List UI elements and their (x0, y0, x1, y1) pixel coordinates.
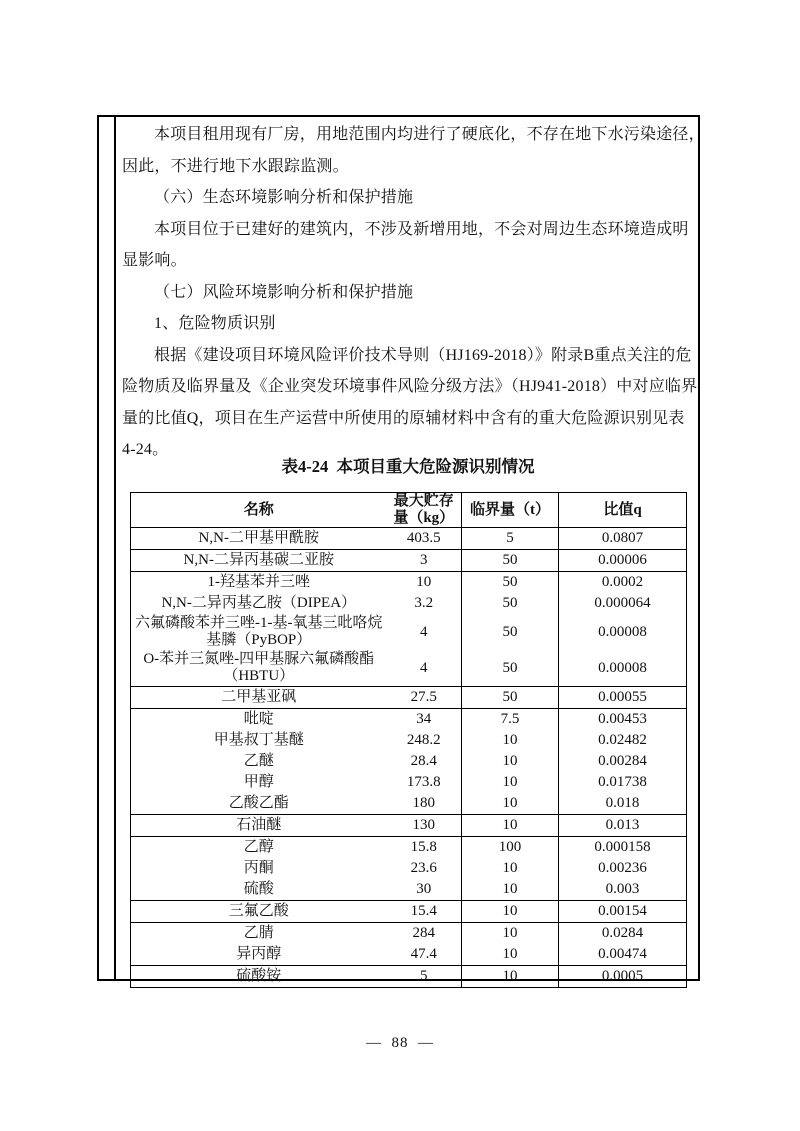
table-row (131, 837, 687, 859)
table-row (131, 879, 687, 901)
cell-name: 石油醚 (131, 815, 387, 837)
cell-ratio-q: 0.000064 (594, 595, 651, 611)
body-line: 显影响。 (122, 252, 187, 269)
body-line: 因此，不进行地下水跟踪监测。 (122, 157, 349, 175)
cell-ratio-q: 0.013 (559, 815, 687, 837)
cell-critical-qty: 10 (462, 815, 559, 837)
body-line: 量的比值Q，项目在生产运营中所使用的原辅材料中含有的重大危险源识别见表 (122, 409, 685, 427)
table-row (131, 815, 687, 837)
table-row (131, 944, 687, 966)
cell-name: 硫酸 (131, 879, 387, 901)
table-body (131, 528, 687, 988)
cell-name: 甲基叔丁基醚 (213, 732, 304, 748)
cell-name: 1-羟基苯并三唑 (207, 574, 310, 590)
cell-critical-qty: 10 (462, 944, 559, 966)
cell-name: 丙酮 (243, 860, 274, 876)
cell-max-storage: 180 (387, 793, 462, 815)
cell-max-storage: 23.6 (387, 858, 462, 879)
page-number: — 88 — (366, 1035, 434, 1051)
table-row (131, 614, 687, 650)
cell-ratio-q: 0.01738 (598, 774, 647, 790)
cell-max-storage: 4 (387, 650, 462, 687)
cell-name: N,N-二异丙基碳二亚胺 (131, 550, 387, 572)
cell-max-storage: 403.5 (387, 528, 462, 550)
cell-critical-qty: 50 (462, 614, 559, 650)
table-header (131, 493, 687, 528)
cell-ratio-q: 0.00453 (598, 711, 647, 727)
cell-critical-qty: 7.5 (462, 709, 559, 731)
table-row (131, 730, 687, 751)
cell-name: N,N-二异丙基乙胺（DIPEA） (161, 595, 357, 611)
cell-ratio-q: 0.000158 (594, 839, 651, 855)
cell-ratio-q: 0.00008 (559, 650, 687, 687)
table-caption: 表4-24 本项目重大危险源识别情况 (281, 457, 535, 476)
table-row (131, 572, 687, 594)
cell-max-storage: 284 (387, 923, 462, 945)
cell-critical-qty: 50 (462, 572, 559, 594)
cell-critical-qty: 50 (462, 687, 559, 709)
cell-ratio-q: 0.02482 (598, 732, 647, 748)
body-line: 根据《建设项目环境风险评价技术导则（HJ169-2018）》附录B重点关注的危 (154, 346, 692, 364)
cell-max-storage: 27.5 (387, 687, 462, 709)
cell-critical-qty: 50 (462, 550, 559, 572)
col-header-critical-qty: 临界量（t） (462, 493, 559, 528)
cell-ratio-q: 0.018 (559, 793, 687, 815)
cell-max-storage: 173.8 (387, 772, 462, 793)
cell-critical-qty: 50 (462, 650, 559, 687)
cell-critical-qty: 10 (462, 772, 559, 793)
table-row (131, 901, 687, 923)
cell-name: N,N-二甲基甲酰胺 (131, 528, 387, 550)
table-row (131, 751, 687, 772)
cell-ratio-q: 0.0807 (559, 528, 687, 550)
cell-name: 硫酸铵 (131, 966, 387, 988)
body-line: 4-24。 (122, 441, 169, 458)
table-row (131, 550, 687, 572)
cell-name: 吡啶 (243, 711, 274, 727)
cell-name: 二甲基亚砜 (131, 687, 387, 709)
cell-name: 乙醇 (243, 839, 274, 855)
cell-name: 六氟磷酸苯并三唑-1-基-氧基三吡咯烷基膦（PyBOP） (135, 615, 383, 648)
cell-max-storage: 28.4 (387, 751, 462, 772)
cell-max-storage: 5 (387, 966, 462, 988)
table-row (131, 772, 687, 793)
cell-name: 乙醚 (243, 753, 274, 769)
cell-critical-qty: 10 (462, 879, 559, 901)
cell-name: 乙酸乙酯 (131, 793, 387, 815)
cell-name: O-苯并三氮唑-四甲基脲六氟磷酸酯（HBTU） (131, 650, 387, 687)
cell-name: 乙腈 (243, 925, 274, 941)
table-row (131, 923, 687, 945)
table-row (131, 687, 687, 709)
body-line: 本项目位于已建好的建筑内，不涉及新增用地，不会对周边生态环境造成明 (154, 220, 689, 238)
table-row (131, 709, 687, 731)
body-line: 1、危险物质识别 (154, 315, 276, 332)
cell-max-storage: 34 (387, 709, 462, 731)
cell-ratio-q: 0.00008 (598, 623, 647, 640)
cell-critical-qty: 5 (462, 528, 559, 550)
cell-ratio-q: 0.00006 (559, 550, 687, 572)
cell-max-storage: 30 (387, 879, 462, 901)
cell-max-storage: 4 (387, 614, 462, 650)
cell-ratio-q: 0.003 (559, 879, 687, 901)
cell-critical-qty: 10 (462, 966, 559, 988)
col-header-name: 名称 (131, 493, 387, 528)
cell-max-storage: 15.4 (387, 901, 462, 923)
table-row (131, 528, 687, 550)
body-line: 本项目租用现有厂房，用地范围内均进行了硬底化，不存在地下水污染途径， (154, 126, 705, 143)
table-row (131, 593, 687, 614)
cell-max-storage: 248.2 (387, 730, 462, 751)
cell-name: 三氟乙酸 (131, 901, 387, 923)
table-row (131, 650, 687, 687)
cell-critical-qty: 10 (462, 793, 559, 815)
cell-critical-qty: 10 (462, 901, 559, 923)
cell-ratio-q: 0.00236 (598, 860, 647, 876)
cell-critical-qty: 100 (462, 837, 559, 859)
cell-ratio-q: 0.00474 (559, 944, 687, 966)
cell-max-storage: 130 (387, 815, 462, 837)
body-text (122, 119, 705, 466)
body-line: 险物质及临界量及《企业突发环境事件风险分级方法》（HJ941-2018）中对应临界 (122, 378, 698, 395)
table-row (131, 858, 687, 879)
table-row (131, 966, 687, 988)
frame-inner-rule (114, 117, 116, 979)
col-header-max-storage: 最大贮存量（kg） (387, 493, 462, 528)
cell-ratio-q: 0.0284 (601, 925, 644, 941)
body-line: （六）生态环境影响分析和保护措施 (154, 189, 414, 206)
cell-critical-qty: 10 (462, 730, 559, 751)
cell-critical-qty: 10 (462, 858, 559, 879)
cell-critical-qty: 50 (462, 593, 559, 614)
cell-ratio-q: 0.0002 (601, 574, 644, 590)
cell-name: 异丙醇 (131, 944, 387, 966)
cell-name: 甲醇 (243, 774, 274, 790)
cell-ratio-q: 0.00154 (559, 901, 687, 923)
cell-ratio-q: 0.00055 (559, 687, 687, 709)
cell-max-storage: 15.8 (387, 837, 462, 859)
col-header-ratio-q: 比值q (559, 493, 687, 528)
cell-critical-qty: 10 (462, 751, 559, 772)
cell-max-storage: 3 (387, 550, 462, 572)
cell-max-storage: 10 (387, 572, 462, 594)
cell-critical-qty: 10 (462, 923, 559, 945)
cell-max-storage: 3.2 (387, 593, 462, 614)
table-row (131, 793, 687, 815)
cell-ratio-q: 0.00284 (598, 753, 647, 769)
table-header-row (131, 493, 687, 528)
cell-ratio-q: 0.0005 (559, 966, 687, 988)
body-line: （七）风险环境影响分析和保护措施 (154, 283, 414, 301)
hazard-source-table (130, 492, 687, 988)
cell-max-storage: 47.4 (387, 944, 462, 966)
